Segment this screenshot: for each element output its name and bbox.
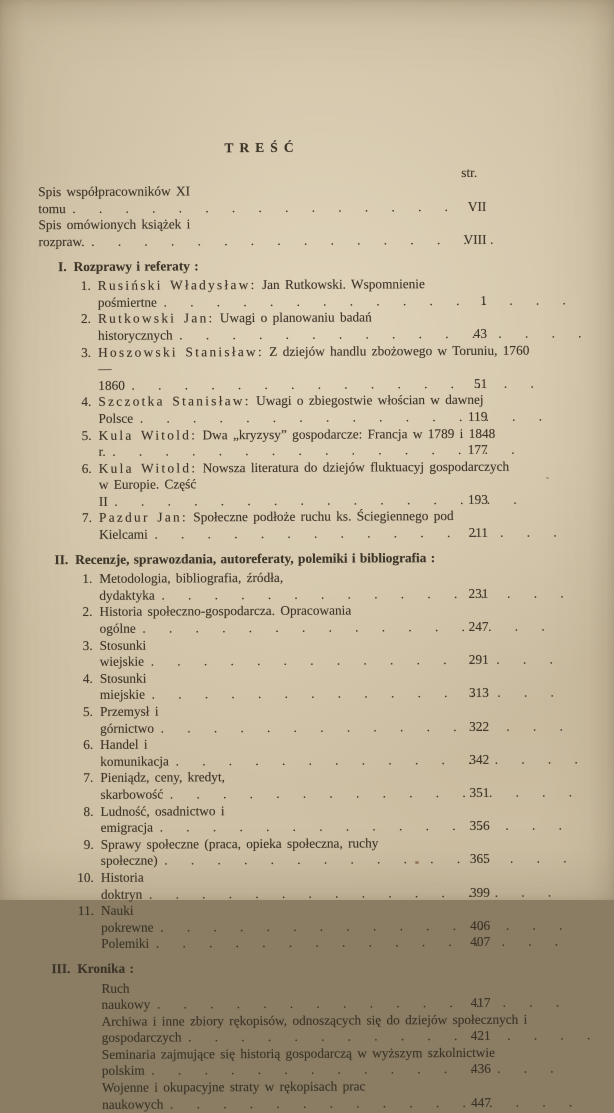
toc-entry [70, 425, 496, 460]
entry-title: Stosunki miejskie [99, 670, 147, 703]
entry-title: Pieniądz, ceny, kredyt, skarbowość [100, 769, 225, 802]
entry-page-number: 211 [468, 524, 489, 540]
entry-number: 5. [82, 703, 94, 719]
entry-title: Polemiki [101, 935, 150, 952]
entry-number: 8. [83, 803, 94, 819]
entry-text [100, 737, 578, 769]
entry-page-number: 406 [470, 917, 491, 933]
page-column-label: str. [461, 164, 478, 180]
entry-title: Uwagi o zbiegostwie włościan w dawnej Polsce [98, 392, 484, 426]
entry-text-area [100, 768, 572, 804]
entry-text-area [100, 735, 578, 771]
toc-entry [71, 801, 489, 836]
entry-title: Sprawy społeczne (praca, opieka społeczna, ruchy społeczne) [100, 835, 379, 869]
entry-text [98, 310, 582, 343]
entry-text-area [102, 1077, 572, 1113]
toc-entry [73, 1078, 491, 1113]
section-number: II. [54, 551, 69, 567]
entry-title: Przemysł i górnictwo [99, 703, 159, 736]
entry-text-area [101, 834, 567, 870]
entry-author: Hoszowski Stanisław: [98, 343, 264, 360]
entry-number [73, 1080, 95, 1113]
paper-speck [546, 477, 549, 479]
section-items [69, 276, 530, 544]
entry-page-number: VII [467, 198, 487, 214]
entry-number: 10. [77, 869, 94, 885]
entry-title: Społeczne podłoże ruchu ks. Ściegiennego pod Kielcami [99, 508, 454, 542]
entry-page-number: 447 [471, 1094, 492, 1110]
entry-text [102, 1079, 572, 1112]
entry-title: Jan Rutkowski. Wspomnienie pośmiertne [97, 276, 425, 310]
toc-entry [71, 735, 489, 770]
toc-entry [70, 569, 488, 604]
entry-page-number: 365 [469, 851, 490, 867]
toc-entry [72, 934, 490, 953]
entry-page-number: 356 [469, 817, 490, 834]
entry-text [38, 217, 493, 249]
entry-title: Stosunki wiejskie [99, 637, 147, 670]
toc-entry [73, 1011, 528, 1047]
entry-text-area [99, 458, 517, 510]
entry-page-number: 322 [469, 718, 490, 734]
toc-entry [70, 602, 488, 637]
entry-number: 4. [81, 394, 92, 410]
entry-text [100, 803, 561, 835]
entry-text [99, 425, 515, 459]
toc-entry [72, 868, 490, 903]
entry-text-area [98, 276, 566, 312]
entry-title: Nauki pokrewne [100, 902, 154, 935]
entry-title: Uwagi o planowaniu badań historycznych [97, 309, 372, 343]
entry-page-number: 43 [473, 325, 488, 341]
entry-number: 2. [82, 604, 93, 620]
entry-text-area [38, 182, 474, 217]
entry-number: 11. [77, 903, 95, 919]
entry-page-number: 421 [470, 1028, 491, 1044]
entry-page-number: 313 [468, 685, 489, 701]
entry-number: 1. [80, 278, 91, 294]
entry-text-area [98, 309, 582, 345]
toc-entry [69, 276, 487, 311]
entry-page-number: 1 [480, 292, 487, 308]
entry-page-number: 193 [467, 491, 488, 507]
entry-number [72, 980, 94, 1013]
toc-entry [38, 215, 486, 251]
toc-sections [39, 256, 530, 1113]
page-title: TREŚĆ [224, 139, 300, 156]
entry-page-number: 231 [468, 585, 489, 601]
toc-entry [38, 182, 486, 218]
entry-number [73, 1014, 95, 1047]
entry-text [98, 276, 566, 309]
entry-page-number: 291 [468, 652, 489, 668]
entry-number: 3. [82, 637, 93, 653]
entry-text [38, 184, 474, 216]
entry-text [100, 770, 572, 802]
entry-author: Rusiński Władysław: [97, 277, 257, 294]
entry-page-number: 351 [469, 784, 490, 800]
entry-text [101, 903, 562, 935]
entry-text [99, 458, 517, 508]
entry-text [102, 1011, 591, 1045]
entry-number [73, 1047, 95, 1080]
toc-entry [71, 702, 489, 737]
entry-text [99, 570, 563, 603]
toc-entry [69, 392, 487, 427]
entry-author: Rutkowski Jan: [97, 310, 215, 327]
entry-number: 3. [81, 344, 92, 360]
entry-page-number: VIII [463, 231, 487, 247]
entry-page-number: 177 [467, 441, 488, 458]
entry-number: 9. [83, 836, 94, 852]
entry-title: Metodologia, bibliografia, źródła, dydaktyka [99, 570, 284, 603]
entry-title: Historia społeczno-gospodarcza. Opracowania ogólne [99, 602, 352, 636]
entry-number: 2. [80, 311, 91, 327]
entry-author: Pazdur Jan: [98, 509, 188, 526]
entry-text-area [102, 1011, 591, 1047]
entry-author: Kula Witold: [98, 460, 198, 476]
section-heading [46, 549, 488, 568]
section-number: I. [58, 258, 67, 274]
entry-number: 6. [81, 460, 92, 476]
table-of-contents [38, 139, 530, 1113]
entry-page-number: 399 [469, 884, 490, 900]
entry-page-number: 436 [470, 1061, 491, 1077]
entry-author: Kula Witold: [98, 426, 198, 443]
entry-page-number: 119 [467, 408, 488, 424]
toc-entry [71, 635, 489, 670]
entry-page-number: 407 [470, 934, 491, 950]
toc-entry [71, 768, 489, 803]
entry-text [100, 704, 563, 736]
entry-number: 1. [82, 571, 93, 587]
entry-title: Ludność, osadnictwo i emigracja [100, 802, 225, 836]
toc-entry [72, 901, 490, 936]
toc-entry [69, 342, 530, 394]
entry-text-area [100, 701, 563, 737]
entry-author: Szczotka Stanisław: [98, 393, 251, 410]
entry-text-area [38, 215, 493, 251]
section-title: Recenzje, sprawozdania, autoreferaty, polemiki i bibliografia : [75, 549, 436, 567]
section-heading [48, 959, 490, 978]
entry-text-area [99, 425, 515, 460]
entry-page-number: 247 [468, 618, 489, 634]
entry-title: Historia doktryn [100, 869, 144, 902]
entry-page-number: 342 [469, 751, 490, 767]
entry-title: Nowsza literatura do dziejów fluktuacyj gospodarczych w Europie. Część II [98, 458, 510, 509]
front-matter-list [38, 182, 486, 251]
entry-text-area [100, 801, 561, 837]
section-items [72, 978, 528, 1113]
entry-title: Archiwa i inne zbiory rękopisów, odnoszących się do dziejów społecznych i gospodarczych [101, 1011, 528, 1046]
entry-number: 7. [81, 510, 93, 526]
toc-entry [71, 669, 489, 704]
entry-text-area [99, 569, 563, 605]
entry-number: 4. [82, 670, 93, 686]
entry-text [101, 835, 567, 868]
toc-entry [70, 508, 488, 543]
section-number: III. [51, 960, 71, 977]
entry-title: Spis omówionych książek i rozpraw. [38, 216, 191, 250]
entry-title: Spis współpracowników XI tomu [38, 183, 191, 216]
toc-entry [70, 458, 510, 511]
section-items [70, 569, 490, 953]
entry-title: Handel i komunikacja [100, 736, 169, 769]
entry-text-area [101, 901, 562, 937]
entry-page-number: 51 [473, 375, 488, 391]
entry-page-number: 417 [470, 994, 491, 1011]
toc-entry [73, 1044, 496, 1080]
entry-number: 5. [81, 427, 92, 443]
entry-title: Ruch naukowy [101, 980, 151, 1012]
section-heading [45, 256, 487, 275]
entry-title: Seminaria zajmujące się historią gospodarczą w wyższym szkolnictwie polskim [101, 1044, 496, 1079]
toc-entry [69, 309, 487, 344]
entry-number [72, 936, 94, 953]
toc-entry [72, 835, 490, 870]
toc-entry [72, 978, 490, 1013]
entry-title: Z dziejów handlu zbożowego w Toruniu, 1760—1860 [98, 342, 530, 393]
entry-title: Dwa „kryzysy” gospodarcze: Francja w 1789 i 1848 r. [98, 425, 496, 459]
section-title: Kronika : [77, 960, 134, 976]
entry-number: 7. [83, 770, 94, 786]
section-title: Rozprawy i referaty : [73, 257, 199, 274]
entry-title: Wojenne i okupacyjne straty w rękopisach prac naukowych [101, 1078, 366, 1112]
entry-number: 6. [83, 737, 94, 753]
